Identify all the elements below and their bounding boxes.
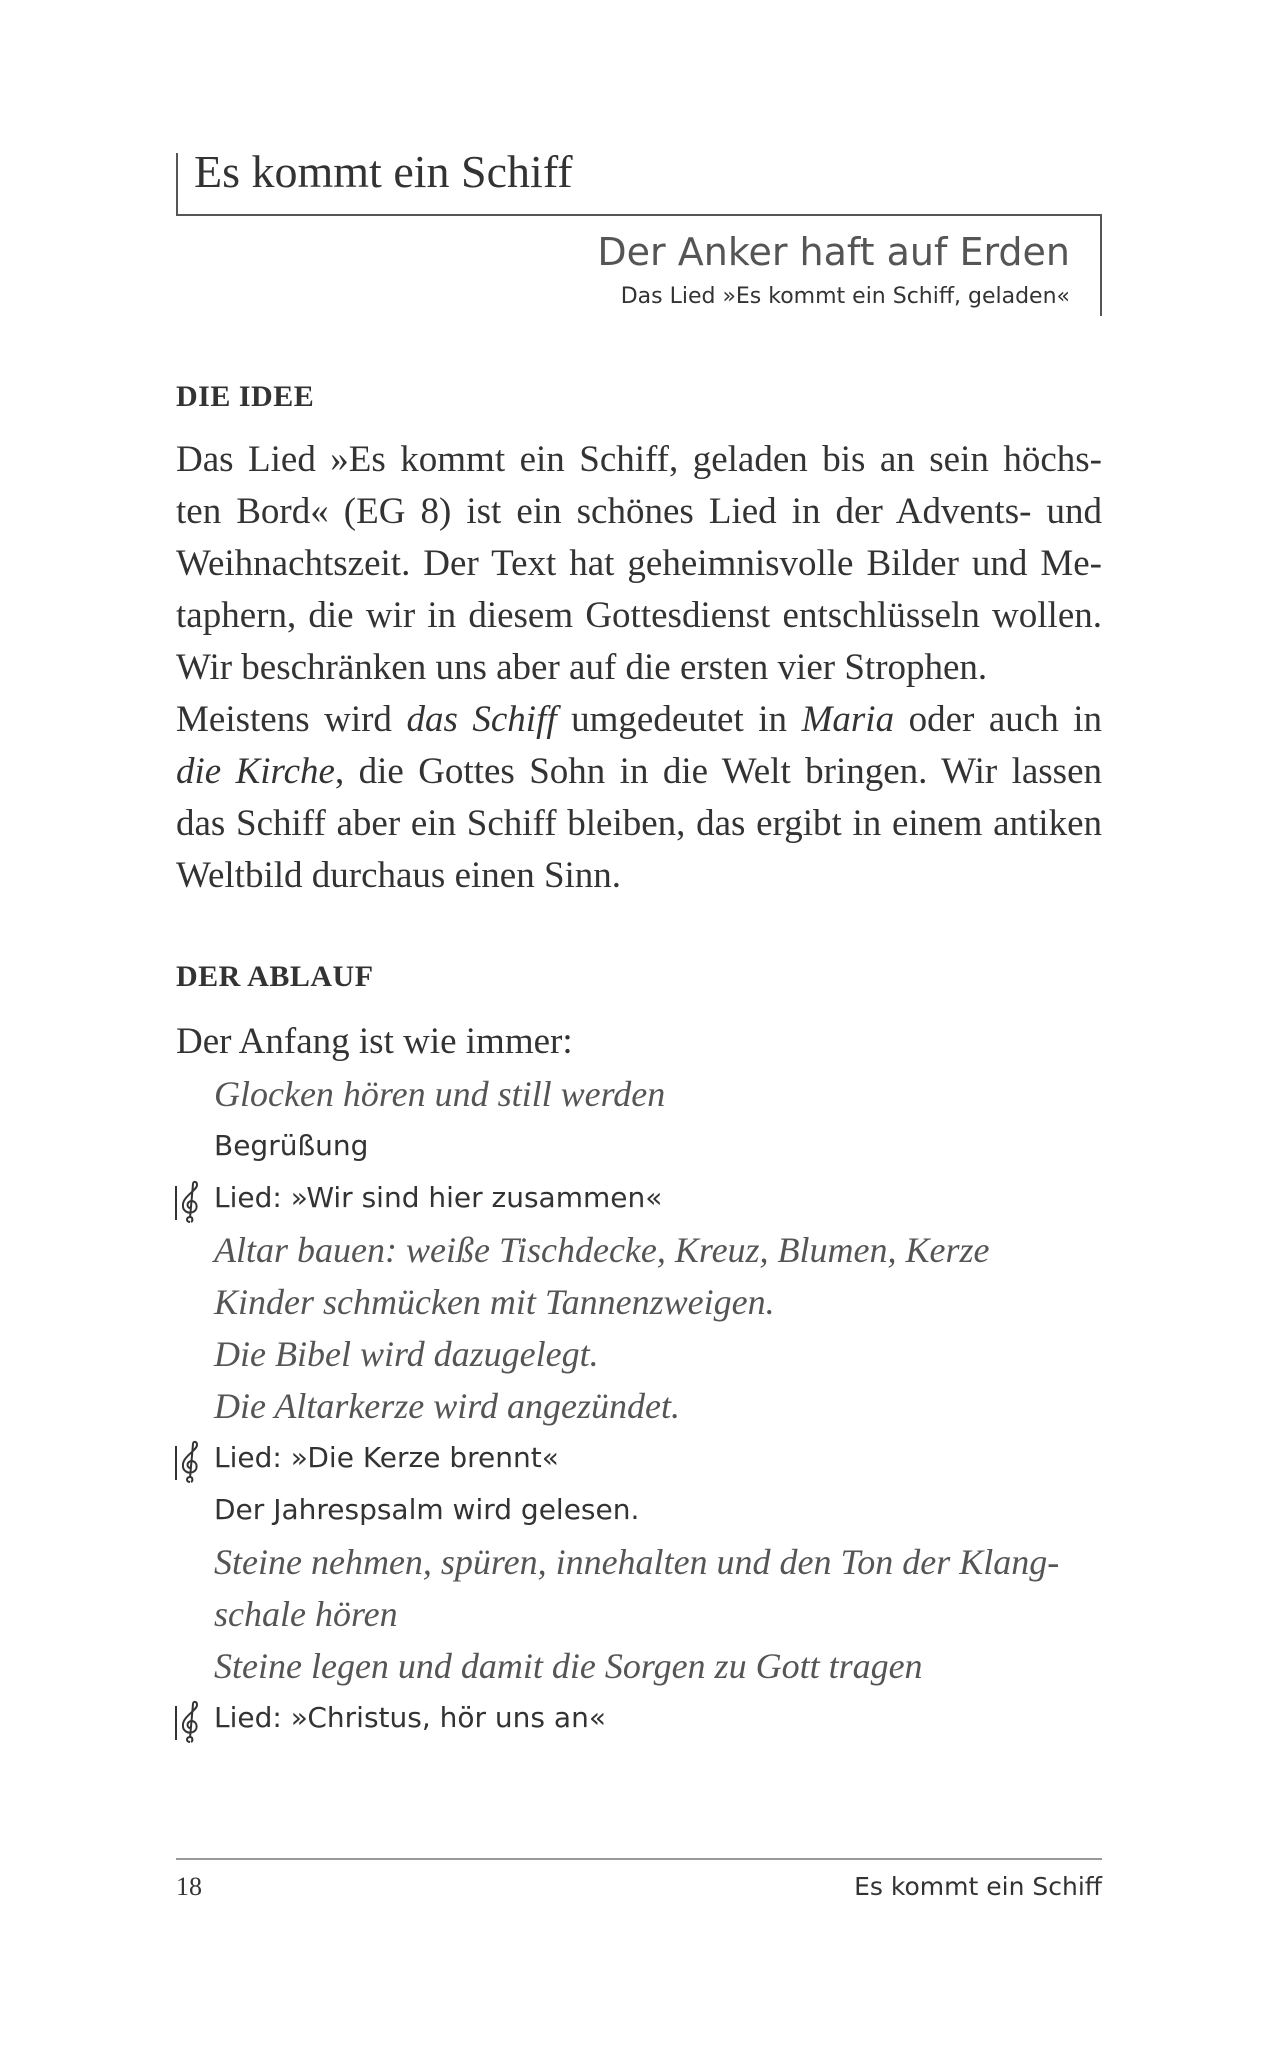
page-number: 18 — [176, 1872, 202, 1901]
ablauf-intro: Der Anfang ist wie immer: — [176, 1021, 573, 1062]
header-rule-right — [1100, 214, 1102, 316]
ablauf-item: Die Bibel wird dazugelegt. — [214, 1334, 599, 1374]
paragraph-line: Weihnachtszeit. Der Text hat geheimnisvolle Bilder und Me- — [176, 543, 1102, 584]
ablauf-item: Begrüßung — [214, 1129, 369, 1162]
text-run: oder auch in — [894, 699, 1102, 740]
ablauf-item: Steine legen und damit die Sorgen zu Gott tragen — [214, 1646, 923, 1686]
ablauf-item: Kinder schmücken mit Tannenzweigen. — [214, 1282, 775, 1322]
ablauf-item-song — [176, 1432, 1102, 1484]
paragraph-line: ten Bord« (EG 8) ist ein schönes Lied in der Advents- und — [176, 491, 1102, 532]
text-run: Meistens wird — [176, 699, 407, 740]
ablauf-item: Die Altarkerze wird angezündet. — [214, 1386, 680, 1426]
ablauf-item: Altar bauen: weiße Tischdecke, Kreuz, Blumen, Kerze — [214, 1230, 990, 1270]
header-rule-middle — [176, 214, 1102, 216]
footer-rule — [176, 1858, 1102, 1860]
paragraph-line: Wir beschränken uns aber auf die ersten vier Strophen. — [176, 647, 988, 688]
chapter-title: Es kommt ein Schiff — [194, 146, 573, 197]
idee-paragraph — [176, 434, 1102, 902]
song-title: Lied: »Christus, hör uns an« — [214, 1701, 606, 1734]
ablauf-heading: DER ABLAUF — [176, 960, 374, 993]
song-title: Lied: »Die Kerze brennt« — [214, 1441, 559, 1474]
treble-clef-icon — [174, 1440, 206, 1484]
text-run-italic: die Kirche — [176, 751, 335, 792]
paragraph-line — [176, 746, 1102, 798]
ablauf-item-song — [176, 1172, 1102, 1224]
paragraph-line — [176, 694, 1102, 746]
ablauf-list — [176, 1016, 1102, 1744]
ablauf-item: Der Jahrespsalm wird gelesen. — [214, 1493, 640, 1526]
ablauf-item-song — [176, 1692, 1102, 1744]
running-title: Es kommt ein Schiff — [854, 1872, 1102, 1901]
song-title: Lied: »Wir sind hier zusammen« — [214, 1181, 663, 1214]
treble-clef-icon — [174, 1180, 206, 1224]
paragraph-line: taphern, die wir in diesem Gottesdienst entschlüsseln wollen. — [176, 595, 1102, 636]
ablauf-item: schale hören — [214, 1594, 398, 1634]
idee-heading: DIE IDEE — [176, 380, 315, 413]
text-run-italic: das Schiff — [406, 699, 557, 740]
ablauf-item: Glocken hören und still werden — [214, 1074, 666, 1114]
treble-clef-icon — [174, 1700, 206, 1744]
paragraph-line: Weltbild durchaus einen Sinn. — [176, 855, 622, 896]
paragraph-line: das Schiff aber ein Schiff bleiben, das ergibt in einem antiken — [176, 803, 1102, 844]
paragraph-line: Das Lied »Es kommt ein Schiff, geladen bis an sein höchs- — [176, 439, 1102, 480]
section-subsubtitle: Das Lied »Es kommt ein Schiff, geladen« — [620, 284, 1070, 309]
text-run: , die Gottes Sohn in die Welt bringen. Wir lassen — [334, 751, 1102, 792]
text-run-italic: Maria — [801, 699, 895, 740]
section-subtitle: Der Anker haft auf Erden — [597, 230, 1070, 274]
ablauf-item: Steine nehmen, spüren, innehalten und den Ton der Klang- — [214, 1542, 1060, 1582]
text-run: umgedeutet in — [556, 699, 802, 740]
header-rule-left — [176, 153, 178, 215]
